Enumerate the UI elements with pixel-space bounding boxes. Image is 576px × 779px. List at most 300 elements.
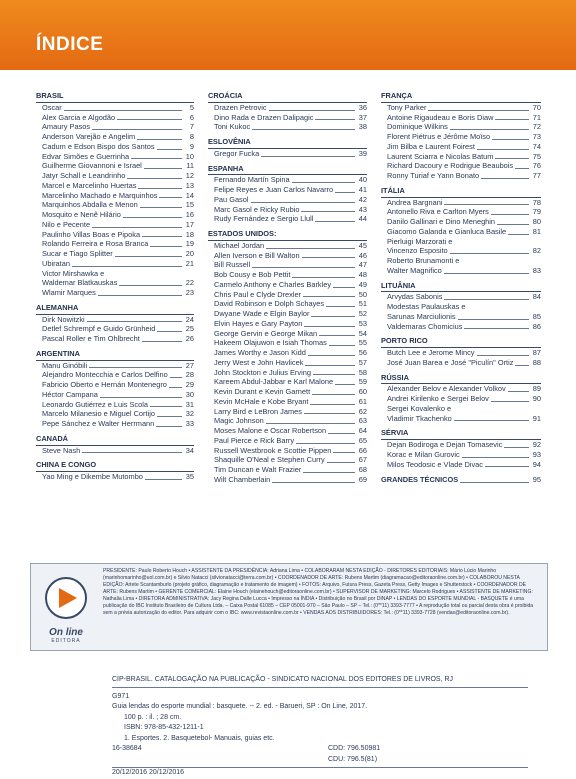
section-heading: ARGENTINA [36,349,194,361]
leader-line [310,404,355,405]
entry-page: 18 [185,229,194,239]
index-entry[interactable] [36,380,194,390]
index-entry[interactable] [36,161,194,171]
entry-name: Héctor Campana [42,389,98,399]
entry-page: 9 [189,141,194,151]
entry-name: Mosquito e Nenê Hilário [42,210,121,219]
entry-name: Manu Ginóbili [42,360,88,370]
index-entry[interactable] [208,241,367,251]
section-heading: CHINA E CONGO [36,460,194,472]
entry-name: Marcelinho Machado e Marquinhos [42,190,158,200]
entry-name: Kareem Abdul-Jabbar e Karl Malone [214,377,334,387]
entry-page: 35 [185,472,194,481]
entry-page: 23 [185,288,194,297]
leader-line [150,406,182,407]
entry-page: 44 [358,214,367,224]
leader-line [115,256,182,257]
leader-line [169,387,182,388]
entry-page: 6 [189,112,194,122]
entry-page: 13 [185,180,194,190]
entry-name: Vincenzo Esposito [387,246,448,256]
leader-line [157,149,182,150]
entry-name: Valdemaras Chomicius [387,321,463,331]
index-entry[interactable] [381,450,541,460]
index-entry[interactable] [381,246,541,256]
index-entry[interactable] [381,237,541,247]
index-entry[interactable] [381,113,541,123]
cip-number-row [112,744,528,755]
section-heading: FRANÇA [381,91,541,103]
index-entry[interactable] [208,348,367,358]
leader-line [301,211,355,212]
cip-cdu-row [112,755,528,766]
leader-line [319,335,355,336]
index-entry[interactable] [36,103,194,113]
entry-page: 57 [358,357,367,367]
entry-name: GRANDES TÉCNICOS [381,475,459,485]
entry-name: Sucar e Tiago Splitter [42,249,113,258]
cip-title: Guia lendas do esporte mundial : basquete. -- 2. ed. - Barueri, SP : On Line, 2017. [112,703,368,710]
index-entry[interactable] [208,122,367,132]
entry-name: Alexander Belov e Alexander Volkov [387,384,506,394]
entry-page: 94 [532,459,541,469]
entry-page: 49 [358,279,367,289]
leader-line [315,119,355,120]
index-entry[interactable] [36,210,194,220]
cip-code: G971 [112,692,130,700]
leader-line [123,217,182,218]
index-entry[interactable] [381,198,541,208]
entry-page: 50 [358,289,367,299]
entry-name: Florent Piétrus e Jérôme Moïso [387,132,491,141]
entry-page: 16 [185,210,194,219]
entry-page: 69 [358,474,367,484]
entry-name: Yao Ming e Dikembe Mutombo [42,472,143,481]
leader-line [313,374,355,375]
entry-name: Leonardo Gutiérrez e Luis Scola [42,399,148,409]
entry-page: 68 [358,465,367,474]
index-entry[interactable] [381,227,541,237]
entry-name: Ronny Turiaf e Yann Bonato [387,171,480,180]
entry-page: 32 [185,409,194,419]
index-entry[interactable] [36,259,194,269]
leader-line [495,119,529,120]
section-heading: ITÁLIA [381,186,541,198]
leader-line [269,110,355,111]
entry-name: Marquinhos Abdalla e Menon [42,200,138,210]
entry-name: Milos Teodosic e Vlade Divac [387,459,483,469]
entry-page: 15 [185,200,194,210]
index-entry[interactable] [208,205,367,215]
leader-line [515,365,529,366]
leader-line [444,299,529,300]
leader-line [159,197,182,198]
leader-line [326,306,355,307]
leader-line [266,248,355,249]
leader-line [140,207,182,208]
leader-line [117,119,182,120]
leader-line [303,296,355,297]
entry-page: 71 [532,112,541,122]
entry-page: 59 [358,377,367,387]
entry-name: Victor Mirshawka e [42,268,105,278]
entry-name: Arvydas Sabonis [387,292,443,302]
entry-name: Paulinho Villas Boas e Pipoka [42,229,141,239]
leader-line [292,182,355,183]
entry-name: Kevin Durant e Kevin Garnett [214,387,311,396]
entry-name: Allen Iverson e Bill Walton [214,250,300,260]
leader-line [305,365,355,366]
index-entry[interactable] [36,239,194,249]
leader-line [444,204,529,205]
entry-name: John Stockton e Julius Erving [214,367,311,377]
entry-page: 7 [189,122,194,132]
index-entry[interactable] [36,113,194,123]
entry-name: George Gervin e George Mikan [214,328,318,338]
index-entry[interactable] [381,414,541,424]
index-entry[interactable] [381,358,541,368]
entry-page: 46 [358,250,367,260]
section-heading: ESLOVÊNIA [208,137,367,149]
leader-line [150,246,182,247]
index-entry[interactable] [208,416,367,426]
leader-line [292,277,355,278]
index-entry[interactable] [208,329,367,339]
index-entry[interactable] [208,214,367,224]
leader-line [157,416,182,417]
index-entry[interactable] [208,309,367,319]
index-entry[interactable] [36,200,194,210]
leader-line [481,178,529,179]
entry-name: Pascal Roller e Tim Ohlbrecht [42,334,140,343]
entry-name: Larry Bird e LeBron James [214,406,302,416]
leader-line [335,384,355,385]
index-entry[interactable] [381,460,541,470]
index-entry[interactable] [208,149,367,159]
entry-name: Rolando Ferreira e Rosa Branca [42,239,149,249]
entry-name: José Juan Barea e José "Piculín" Ortiz [387,357,514,367]
entry-page: 53 [358,318,367,328]
index-entry[interactable] [36,315,194,325]
index-entry[interactable] [208,299,367,309]
index-entry[interactable] [208,103,367,113]
entry-name: Elvin Hayes e Gary Payton [214,318,303,328]
entry-name: Bill Russell [214,260,251,270]
index-entry[interactable] [36,472,194,482]
index-entry[interactable] [208,338,367,348]
entry-page: 67 [358,455,367,465]
entry-page: 34 [185,445,194,455]
entry-name: Roberto Brunamonti e [387,256,460,265]
entry-name: Carmelo Anthony e Charles Barkley [214,279,332,289]
entry-page: 21 [185,258,194,268]
index-entry[interactable] [36,191,194,201]
index-entry[interactable] [36,152,194,162]
leader-line [296,443,355,444]
entry-page: 17 [185,219,194,229]
entry-name: Anderson Varejão e Angelim [42,132,136,141]
entry-name: Magic Johnson [214,416,264,426]
section-heading: ESTADOS UNIDOS: [208,229,367,241]
index-entry[interactable] [36,269,194,279]
index-entry[interactable] [208,270,367,280]
entry-page: 58 [358,367,367,377]
entry-name: Wilt Chamberlain [214,474,271,484]
entry-page: 78 [532,197,541,207]
index-entry[interactable] [36,400,194,410]
index-entry[interactable] [208,397,367,407]
entry-page: 52 [358,309,367,318]
entry-name: David Robinson e Dolph Schayes [214,299,325,309]
index-entry[interactable] [208,113,367,123]
entry-name: Richard Dacoury e Rodrigue Beaubois [387,161,514,171]
index-entry[interactable] [36,361,194,371]
entry-name: Jatyr Schall e Leandrinho [42,171,126,180]
index-entry[interactable] [381,103,541,113]
index-entry-grandes-tecnicos[interactable] [381,475,541,485]
index-entry[interactable] [36,230,194,240]
index-entry[interactable] [36,370,194,380]
leader-line [450,253,529,254]
leader-line [477,355,530,356]
logo-subtitle: EDITORA [51,638,81,644]
cip-heading: CIP-BRASIL. CATALOGAÇÃO NA PUBLICAÇÃO - SINDICATO NACIONAL DOS EDITORES DE LIVROS, RJ [112,675,528,688]
index-entry[interactable] [381,207,541,217]
leader-line [308,355,355,356]
index-entry[interactable] [208,407,367,417]
entry-page: 85 [532,311,541,321]
entry-name: Sarunas Marciulionis [387,311,456,321]
index-entry[interactable] [381,440,541,450]
entry-page: 81 [532,226,541,236]
leader-line [450,129,529,130]
entry-name: Shaquille O'Neal e Stephen Curry [214,455,325,465]
leader-line [92,227,182,228]
leader-line [311,316,355,317]
index-entry[interactable] [208,436,367,446]
entry-page: 95 [532,475,541,485]
cip-cdu: CDU: 796.5(81) [328,755,378,763]
index-entry[interactable] [36,390,194,400]
leader-line [303,472,355,473]
entry-name: Korac e Milan Gurovic [387,449,460,459]
entry-page: 55 [358,338,367,348]
index-entry[interactable] [36,409,194,419]
entry-page: 54 [358,328,367,338]
index-entry[interactable] [208,319,367,329]
leader-line [100,397,182,398]
entry-page: 76 [532,161,541,171]
entry-page: 87 [532,348,541,357]
leader-line [145,479,182,480]
entry-name: Pierluigi Marzorati e [387,236,453,246]
index-entry[interactable] [208,377,367,387]
cip-block [112,675,528,779]
entry-page: 33 [185,419,194,428]
index-column-3 [381,91,541,485]
entry-page: 83 [532,265,541,275]
leader-line [82,452,182,453]
index-entry[interactable] [208,475,367,485]
leader-line [64,110,182,111]
entry-page: 64 [358,426,367,435]
leader-line [497,224,529,225]
cip-number: 16-38684 [112,745,142,752]
leader-line [251,202,355,203]
cip-isbn: ISBN: 978-85-432-1211-1 [124,724,204,731]
leader-line [312,394,355,395]
index-entry[interactable] [381,302,541,312]
section-heading: LITUÂNIA [381,281,541,293]
entry-page: 30 [185,389,194,399]
index-entry[interactable] [381,404,541,414]
entry-page: 47 [358,260,367,270]
index-entry[interactable] [381,217,541,227]
logo-icon [37,574,95,622]
leader-line [508,391,529,392]
index-entry[interactable] [381,292,541,302]
index-entry[interactable] [208,290,367,300]
leader-line [491,401,529,402]
entry-name: Tim Duncan e Walt Frazier [214,465,302,474]
index-entry[interactable] [381,161,541,171]
leader-line [72,266,182,267]
entry-page: 29 [185,380,194,389]
index-entry[interactable] [381,256,541,266]
index-entry[interactable] [36,132,194,142]
entry-name: Marc Gasol e Ricky Rubio [214,204,300,214]
entry-name: Kevin McHale e Kobe Bryant [214,396,309,406]
index-entry[interactable] [381,266,541,276]
entry-name: Dirk Nowitzki [42,314,85,324]
index-entry[interactable] [36,122,194,132]
entry-page: 20 [185,249,194,258]
section-heading: BRASIL [36,91,194,103]
leader-line [504,447,529,448]
cip-desc: 100 p. : il. ; 28 cm. [124,713,182,721]
credits-box [30,563,548,651]
index-entry[interactable] [208,175,367,185]
entry-name: Jerry West e John Havlicek [214,357,304,367]
leader-line [327,462,355,463]
index-entry[interactable] [36,249,194,259]
leader-line [302,257,355,258]
index-entry[interactable] [36,324,194,334]
entry-page: 38 [358,122,367,132]
entry-name: Cadum e Edson Bispo dos Santos [42,141,155,151]
entry-name: Waldemar Blatkauskas [42,278,118,288]
leader-line [261,156,355,157]
leader-line [454,420,529,421]
entry-name: Dino Rada e Drazen Dalipagic [214,112,314,122]
index-entry[interactable] [381,348,541,358]
entry-page: 10 [185,151,194,161]
section-heading: PORTO RICO [381,336,541,348]
index-entry[interactable] [208,251,367,261]
index-entry[interactable] [208,280,367,290]
index-entry[interactable] [208,260,367,270]
index-entry[interactable] [381,132,541,142]
index-entry[interactable] [208,455,367,465]
entry-page: 92 [532,440,541,449]
index-entry[interactable] [381,312,541,322]
leader-line [304,413,355,414]
entry-name: Andrea Bargnani [387,197,443,207]
index-entry[interactable] [208,465,367,475]
leader-line [458,319,529,320]
leader-line [460,482,529,483]
index-entry[interactable] [381,322,541,332]
leader-line [170,377,182,378]
index-entry[interactable] [36,171,194,181]
index-entry[interactable] [36,288,194,298]
leader-line [515,168,529,169]
entry-page: 41 [358,185,367,194]
entry-name: Michael Jordan [214,240,265,250]
entry-page: 24 [185,314,194,324]
index-entry[interactable] [381,142,541,152]
index-entry[interactable] [36,142,194,152]
leader-line [272,482,355,483]
entry-name: Marcelo Milanesio e Miguel Cortijo [42,409,155,419]
index-entry[interactable] [381,394,541,404]
entry-page: 39 [358,148,367,158]
publisher-logo [37,574,95,642]
index-entry[interactable] [208,368,367,378]
index-entry[interactable] [36,334,194,344]
index-entry[interactable] [208,426,367,436]
entry-name: Drazen Petrovic [214,102,267,112]
entry-name: Pau Gasol [214,194,249,204]
index-entry[interactable] [36,220,194,230]
index-entry[interactable] [208,446,367,456]
entry-name: Fabricio Oberto e Hernán Montenegro [42,380,167,389]
index-entry[interactable] [208,195,367,205]
leader-line [428,110,529,111]
entry-page: 60 [358,387,367,396]
index-entry[interactable] [381,122,541,132]
index-entry[interactable] [208,358,367,368]
entry-page: 93 [532,449,541,459]
leader-line [119,285,182,286]
index-entry[interactable] [208,387,367,397]
index-entry[interactable] [381,171,541,181]
entry-name: Gregor Fucka [214,148,260,158]
leader-line [138,188,182,189]
entry-name: Marcel e Marcelinho Huertas [42,180,137,190]
index-entry[interactable] [36,446,194,456]
entry-page: 5 [189,102,194,112]
leader-line [444,273,529,274]
leader-line [328,433,355,434]
entry-name: Walter Magnifico [387,265,442,275]
logo-name: On line [49,627,83,638]
index-entry[interactable] [381,384,541,394]
index-entry[interactable] [36,278,194,288]
index-column-1 [36,91,194,482]
index-entry[interactable] [36,419,194,429]
section-heading: RÚSSIA [381,373,541,385]
leader-line [127,178,182,179]
index-entry[interactable] [381,152,541,162]
entry-page: 22 [185,278,194,288]
entry-name: Amaury Pasos [42,122,91,132]
leader-line [333,287,355,288]
leader-line [157,331,182,332]
index-entry[interactable] [36,181,194,191]
index-entry[interactable] [208,185,367,195]
leader-line [89,367,182,368]
